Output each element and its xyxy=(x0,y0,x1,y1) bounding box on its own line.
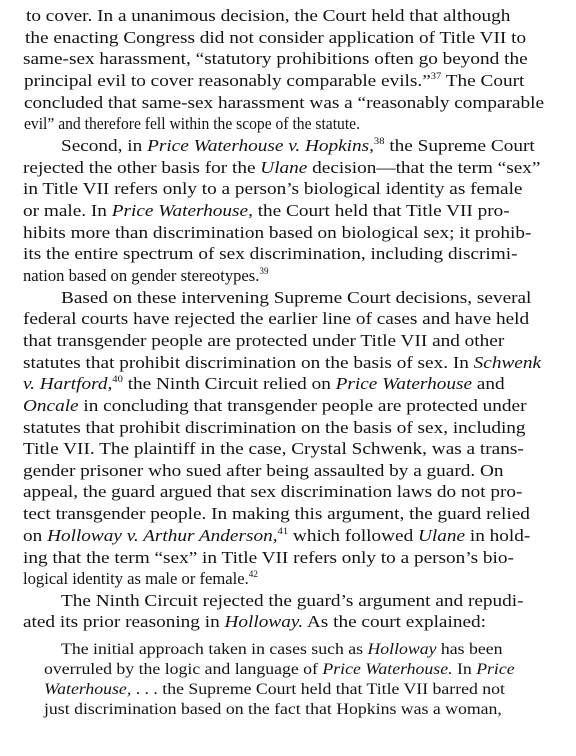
text-run: rejected the other basis for the xyxy=(23,158,261,177)
text-run: Second, in xyxy=(61,136,148,155)
text-run: in Title VII refers only to a person’s biological identity as female xyxy=(23,179,523,198)
text-run: evil” and therefore fell within the scope of the statute. xyxy=(24,114,360,133)
text-line xyxy=(24,73,524,90)
italic-text: Holloway. xyxy=(224,612,304,631)
text-line xyxy=(44,662,515,677)
text-run: the Court held that Title VII pro- xyxy=(252,201,510,220)
text-line xyxy=(23,376,505,393)
text-run: the Supreme Court xyxy=(384,136,535,155)
text-run: ated its prior reasoning in xyxy=(23,612,225,631)
text-run: Title VII. The plaintiff in the case, Crystal Schwenk, was a trans- xyxy=(23,439,524,458)
text-run: appeal, the guard argued that sex discrimination laws do not pro- xyxy=(23,482,523,501)
text-run: just discrimination based on the fact that Hopkins was a woman, xyxy=(44,701,502,718)
footnote-ref: 39 xyxy=(259,266,269,277)
text-run: which followed xyxy=(288,526,419,545)
text-run: federal courts have rejected the earlier line of cases and have held xyxy=(23,309,530,328)
text-run: the Ninth Circuit relied on xyxy=(122,374,336,393)
text-line xyxy=(23,484,522,501)
text-line xyxy=(26,8,510,25)
text-run: The initial approach taken in cases such as xyxy=(61,641,368,658)
text-run: gender prisoner who sued after being assaulted by a guard. On xyxy=(23,461,504,480)
italic-text: Price Waterhouse v. Hopkins, xyxy=(147,136,374,155)
text-run: has been xyxy=(436,641,503,658)
text-run: The Court xyxy=(441,71,525,90)
text-line xyxy=(23,225,531,242)
text-run: overruled by the logic and language of xyxy=(44,661,323,678)
text-line xyxy=(23,398,526,415)
text-run: The Ninth Circuit rejected the guard’s argument and repudi- xyxy=(61,591,524,610)
text-line xyxy=(61,290,531,307)
text-line xyxy=(23,614,486,631)
text-line xyxy=(44,702,502,717)
text-line xyxy=(23,463,504,480)
text-run: its the entire spectrum of sex discrimination, including discrimi- xyxy=(23,244,518,263)
text-line xyxy=(23,311,529,328)
text-line xyxy=(23,333,504,350)
italic-text: Oncale xyxy=(23,396,79,415)
text-line xyxy=(24,95,544,112)
text-run: logical identity as male or female. xyxy=(23,569,249,588)
text-line xyxy=(23,528,530,545)
text-run: statutes that prohibit discrimination on the basis of sex. In xyxy=(23,353,474,372)
text-run: statutes that prohibit discrimination on the basis of sex, including xyxy=(23,418,526,437)
text-run: on xyxy=(23,526,48,545)
italic-text: Schwenk xyxy=(473,353,542,372)
italic-text: Holloway v. Arthur Anderson, xyxy=(47,526,278,545)
text-run: decision—that the term “sex” xyxy=(307,158,541,177)
text-run: In xyxy=(452,661,477,678)
italic-text: Price Waterhouse. xyxy=(322,661,453,678)
text-line xyxy=(23,355,541,372)
text-line xyxy=(25,30,526,47)
text-line xyxy=(61,642,503,657)
text-run: and xyxy=(471,374,505,393)
italic-text: Ulane xyxy=(418,526,466,545)
text-run: Based on these intervening Supreme Court decisions, several xyxy=(61,288,532,307)
text-line xyxy=(44,682,505,697)
text-run: ing that the term “sex” in Title VII refers only to a person’s bio- xyxy=(23,548,514,567)
text-line xyxy=(23,571,258,588)
text-run: As the court explained: xyxy=(303,612,486,631)
text-line xyxy=(23,506,530,523)
text-line xyxy=(24,116,360,133)
text-line xyxy=(61,138,535,155)
footnote-ref: 38 xyxy=(373,136,385,147)
italic-text: Waterhouse, xyxy=(44,681,132,698)
text-line xyxy=(23,268,269,285)
text-line xyxy=(23,550,514,567)
italic-text: Holloway xyxy=(367,641,437,658)
text-line xyxy=(23,160,540,177)
text-run: the enacting Congress did not consider application of Title VII to xyxy=(25,28,527,47)
text-run: tect transgender people. In making this argument, the guard relied xyxy=(23,504,530,523)
text-run: nation based on gender stereotypes. xyxy=(23,266,260,285)
text-line xyxy=(23,51,528,68)
text-run: in hold- xyxy=(465,526,531,545)
text-run: that transgender people are protected under Title VII and other xyxy=(23,331,505,350)
text-run: principal evil to cover reasonably comparable evils.” xyxy=(24,71,431,90)
italic-text: Ulane xyxy=(260,158,308,177)
text-line xyxy=(23,441,524,458)
text-line xyxy=(61,593,524,610)
footnote-ref: 40 xyxy=(112,374,123,385)
text-run: to cover. In a unanimous decision, the Court held that although xyxy=(26,6,511,25)
italic-text: Price Waterhouse, xyxy=(111,201,253,220)
text-run: in concluding that transgender people are protected under xyxy=(78,396,527,415)
text-run: same-sex harassment, “statutory prohibitions often go beyond the xyxy=(23,49,528,68)
italic-text: Price Waterhouse xyxy=(335,374,472,393)
text-run: concluded that same-sex harassment was a “reasonably comparable xyxy=(24,93,545,112)
text-run: or male. In xyxy=(23,201,112,220)
text-run: hibits more than discrimination based on biological sex; it prohib- xyxy=(23,223,532,242)
text-line xyxy=(23,203,510,220)
footnote-ref: 37 xyxy=(430,71,442,82)
italic-text: v. Hartford, xyxy=(23,374,113,393)
footnote-ref: 42 xyxy=(248,569,258,580)
footnote-ref: 41 xyxy=(277,526,289,537)
text-line xyxy=(23,246,517,263)
italic-text: Price xyxy=(476,661,515,678)
text-line xyxy=(23,181,522,198)
text-line xyxy=(23,420,526,437)
text-run: . . . the Supreme Court held that Title VII barred not xyxy=(131,681,505,698)
